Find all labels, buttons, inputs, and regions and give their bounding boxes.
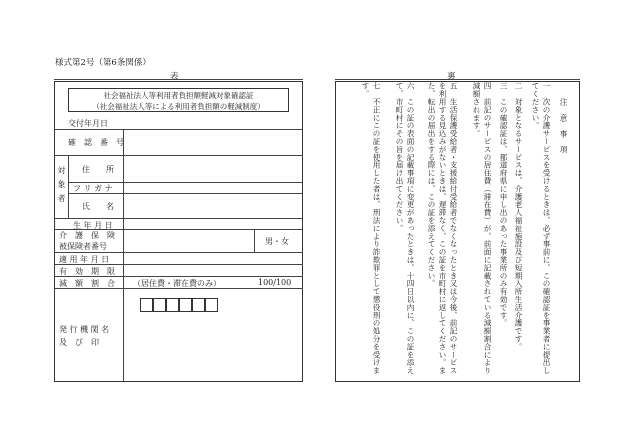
front-divider — [54, 79, 303, 80]
insurer-number-box — [140, 298, 153, 312]
note-item-3: 三 この確認証は、都道府県に申し出のあった事業所のみ有効です。 — [499, 82, 508, 327]
insured-number-label-line1: 介 護 保 険 — [59, 231, 115, 240]
column-line — [254, 229, 255, 252]
insurer-number-box — [192, 298, 205, 312]
insured-number-label-line2: 被保険者番号 — [59, 242, 107, 251]
certificate-title — [68, 88, 289, 112]
effective-date-label: 適 用 年 月 日 — [59, 255, 110, 264]
gender-field: 男・女 — [265, 237, 289, 246]
column-line — [123, 288, 124, 382]
birth-date-label: 生 年 月 日 — [73, 221, 113, 230]
insurer-number-box — [205, 298, 218, 312]
note-item-4: 四 前記のサービスの居住費（滞在費）が、前面に記載されている減額割合により減額されます。 — [472, 82, 492, 375]
address-label: 住 所 — [82, 165, 114, 174]
note-item-7: 七 不正にこの証を使用した者は、刑法により詐欺罪として懲役刑の処分を受けます。 — [361, 82, 381, 375]
row-line — [54, 129, 303, 130]
name-label: 氏 名 — [82, 202, 114, 211]
insurer-number-box — [179, 298, 192, 312]
subject-label: 対象者 — [57, 166, 66, 208]
confirm-number-label: 確 認 番 号 — [68, 138, 124, 147]
issuer-label-line2: 及 び 印 — [59, 338, 99, 347]
issuer-label-line1: 発 行 機 関 名 — [59, 325, 110, 334]
front-side-label: 表 — [170, 72, 185, 82]
row-line — [54, 155, 303, 156]
reduction-rate-label: 減 額 割 合 — [59, 279, 115, 288]
note-item-2: 二 対象となるサービスは、介護老人福祉施設及び短期入所生活介護です。 — [514, 82, 523, 351]
reduction-value: 100/100 — [258, 278, 292, 287]
back-divider — [335, 79, 580, 80]
notes-heading: 注 意 事 項 — [559, 98, 568, 154]
back-side-label: 裏 — [447, 72, 462, 82]
reduction-note: （居住費・滞在費のみ） — [133, 279, 221, 288]
valid-period-label: 有 効 期 限 — [59, 267, 115, 276]
row-line — [54, 218, 303, 219]
column-line — [68, 155, 69, 218]
certificate-title-line1: 社会福祉法人等利用者負担額軽減対象確認証 — [103, 91, 254, 100]
note-item-5: 五 生活保護受給者・支援給付受給者でなくなったとき又は今後、前記のサービスを利用する見込みがないときは、遅滞なく、この証を市町村に返してください。また、転出の届出をする際には、この証を添えてください。 — [427, 82, 458, 375]
insurer-number-box — [166, 298, 179, 312]
issue-date-label: 交付年月日 — [68, 119, 108, 128]
row-line — [54, 252, 303, 253]
column-line — [123, 129, 124, 288]
furigana-label: フ リ ガ ナ — [73, 184, 113, 193]
insurer-number-box — [153, 298, 166, 312]
note-item-6: 六 この証の表面の記載事項に変更があったときは、十四日以内に、この証を添えて、市町村にその旨を届け出てください。 — [395, 82, 415, 375]
certificate-title-line2: （社会福祉法人等による利用者負担額の軽減制度） — [92, 102, 265, 111]
form-identifier: 様式第2号（第6条関係） — [55, 58, 151, 68]
note-item-1: 一 次の介護サービスを受けるときは、必ず事前に、この確認証を事業者に提出してください。 — [531, 82, 551, 375]
